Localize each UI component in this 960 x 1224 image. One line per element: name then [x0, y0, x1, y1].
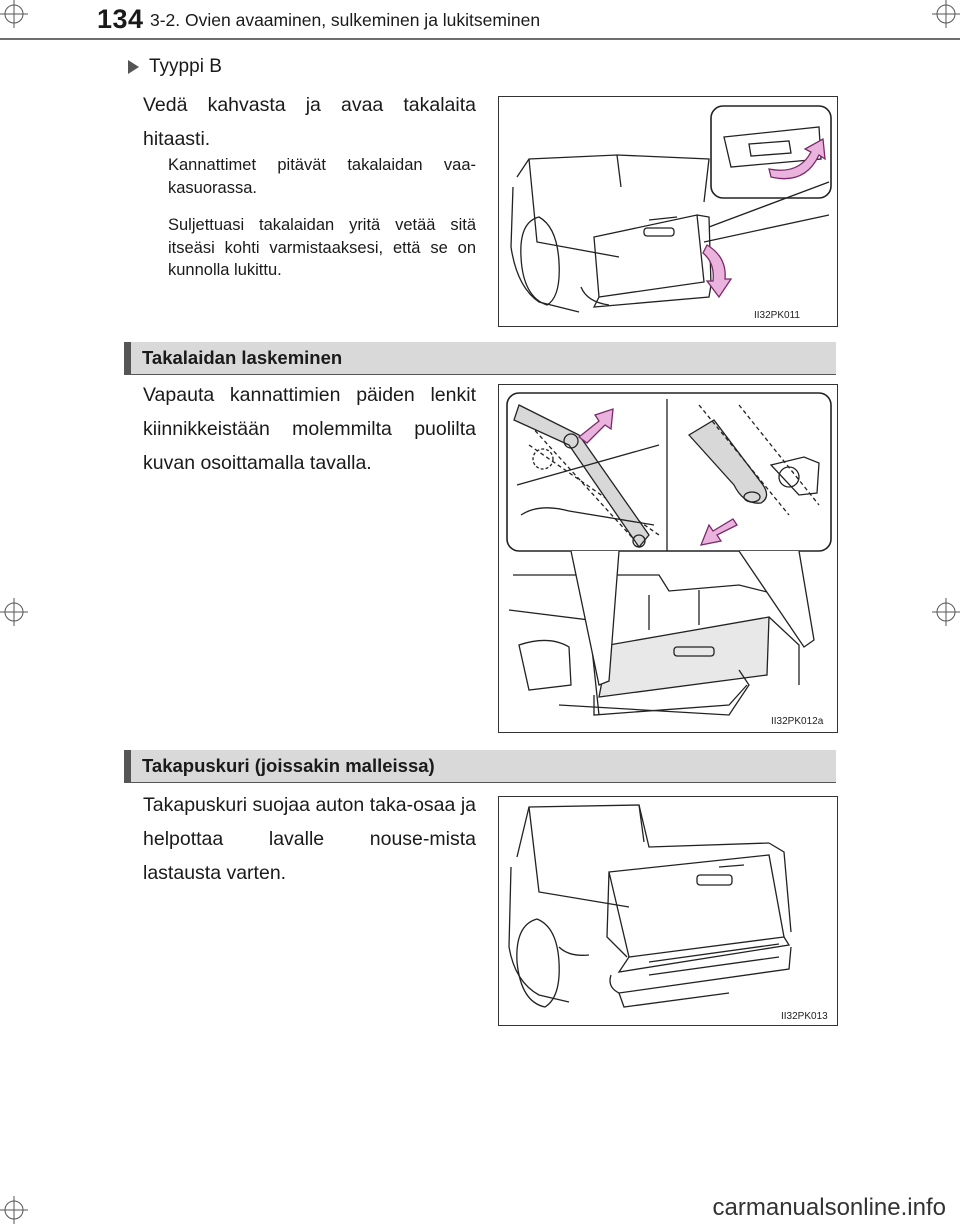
lift-up-arrow-icon	[579, 409, 613, 443]
tailgate-open-illustration	[499, 97, 837, 326]
chapter-title: 3-2. Ovien avaaminen, sulkeminen ja lukitseminen	[150, 10, 541, 30]
figure-code: II32PK013	[781, 1011, 828, 1022]
type-b-heading	[128, 56, 222, 78]
type-b-note-1: Kannattimet pitävät takalaidan vaa-kasuorassa.	[168, 156, 476, 197]
header-divider	[0, 38, 960, 40]
type-b-instruction: Vedä kahvasta ja avaa takalaita hitaasti.	[143, 94, 476, 150]
footer-watermark[interactable]: carmanualsonline.info	[712, 1194, 946, 1221]
figure-code: II32PK012a	[771, 716, 824, 727]
swing-down-arrow-icon	[703, 245, 731, 297]
figure-tailgate-lowering	[498, 384, 838, 733]
section-heading-lowering	[124, 342, 836, 374]
lowering-instruction: Vapauta kannattimien päiden lenkit kiinnikkeistään molemmilta puolilta kuvan osoittamalla tavalla.	[143, 384, 476, 474]
figure-tailgate-open	[498, 96, 838, 327]
section-title: Takapuskuri (joissakin malleissa)	[142, 755, 435, 776]
section-divider	[124, 374, 836, 375]
figure-rear-bumper	[498, 796, 838, 1026]
pull-up-arrow-icon	[769, 139, 825, 179]
section-divider	[124, 782, 836, 783]
type-b-note-2: Suljettuasi takalaidan yritä vetää sitä itseäsi kohti varmistaaksesi, että se on kunnolla lukittu.	[168, 216, 476, 279]
page-number: 134	[97, 4, 144, 34]
figure-code: II32PK011	[754, 310, 800, 321]
bumper-instruction: Takapuskuri suojaa auton taka-osaa ja helpottaa lavalle nouse-mista lastausta varten.	[143, 794, 476, 884]
triangle-bullet-icon	[128, 60, 139, 74]
rear-bumper-illustration	[499, 797, 837, 1025]
section-heading-bumper	[124, 750, 836, 782]
pull-down-arrow-icon	[701, 519, 737, 545]
type-b-heading-text: Tyyppi B	[149, 56, 222, 77]
section-title: Takalaidan laskeminen	[142, 347, 343, 368]
tailgate-lowering-illustration	[499, 385, 837, 732]
